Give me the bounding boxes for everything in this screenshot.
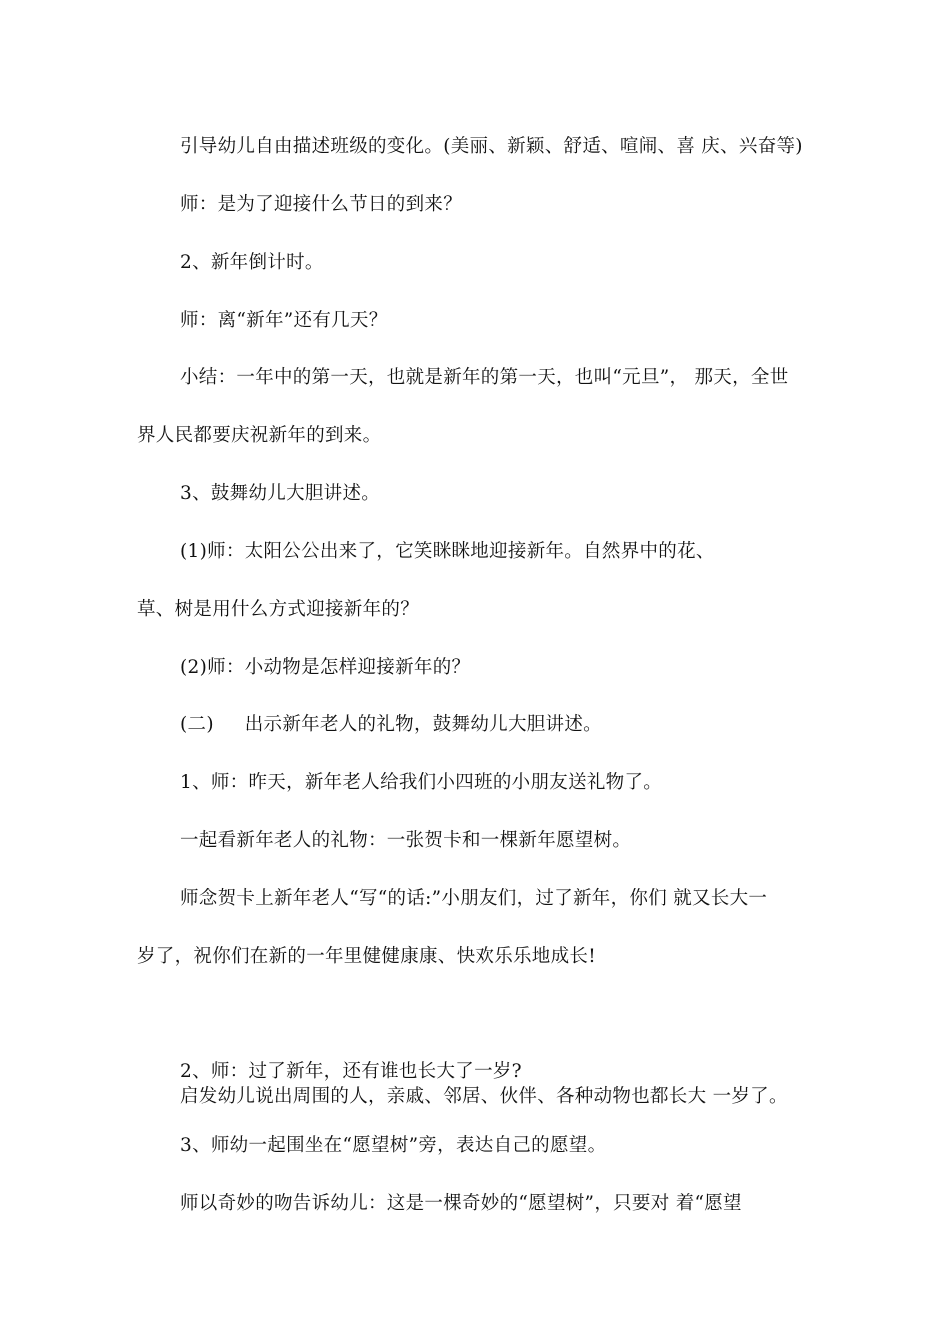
paragraph-line: 3、师幼一起围坐在“愿望树”旁，表达自己的愿望。 xyxy=(180,1135,607,1156)
paragraph-line: 师：是为了迎接什么节日的到来？ xyxy=(180,194,463,215)
paragraph-line: 1、师：昨天，新年老人给我们小四班的小朋友送礼物了。 xyxy=(180,772,663,793)
paragraph-line: 启发幼儿说出周围的人，亲戚、邻居、伙伴、各种动物也都长大 一岁了。 xyxy=(180,1086,788,1107)
paragraph-line: 草、树是用什么方式迎接新年的？ xyxy=(137,599,420,620)
paragraph-line: 2、新年倒计时。 xyxy=(180,252,324,273)
paragraph-line: 界人民都要庆祝新年的到来。 xyxy=(137,425,382,446)
paragraph-line: 小结：一年中的第一天，也就是新年的第一天，也叫“元旦”， 那天，全世 xyxy=(180,367,789,388)
paragraph-line: 引导幼儿自由描述班级的变化。(美丽、新颖、舒适、喧闹、喜 庆、兴奋等) xyxy=(180,136,803,157)
paragraph-line: 3、鼓舞幼儿大胆讲述。 xyxy=(180,483,381,504)
paragraph-line: (二) 出示新年老人的礼物，鼓舞幼儿大胆讲述。 xyxy=(180,714,602,735)
paragraph-line: 2、师：过了新年，还有谁也长大了一岁? xyxy=(180,1061,522,1082)
paragraph-line: 师以奇妙的吻告诉幼儿：这是一棵奇妙的“愿望树”，只要对 着“愿望 xyxy=(180,1193,742,1214)
paragraph-line: 师念贺卡上新年老人“写“的话:”小朋友们，过了新年，你们 就又长大一 xyxy=(180,888,768,909)
paragraph-line: 师：离“新年”还有几天？ xyxy=(180,310,388,331)
paragraph-line: 一起看新年老人的礼物：一张贺卡和一棵新年愿望树。 xyxy=(180,830,632,851)
paragraph-line: 岁了，祝你们在新的一年里健健康康、快欢乐乐地成长! xyxy=(137,946,596,967)
paragraph-line: (2)师：小动物是怎样迎接新年的？ xyxy=(180,657,471,678)
paragraph-line: (1)师：太阳公公出来了，它笑眯眯地迎接新年。自然界中的花、 xyxy=(180,541,715,562)
